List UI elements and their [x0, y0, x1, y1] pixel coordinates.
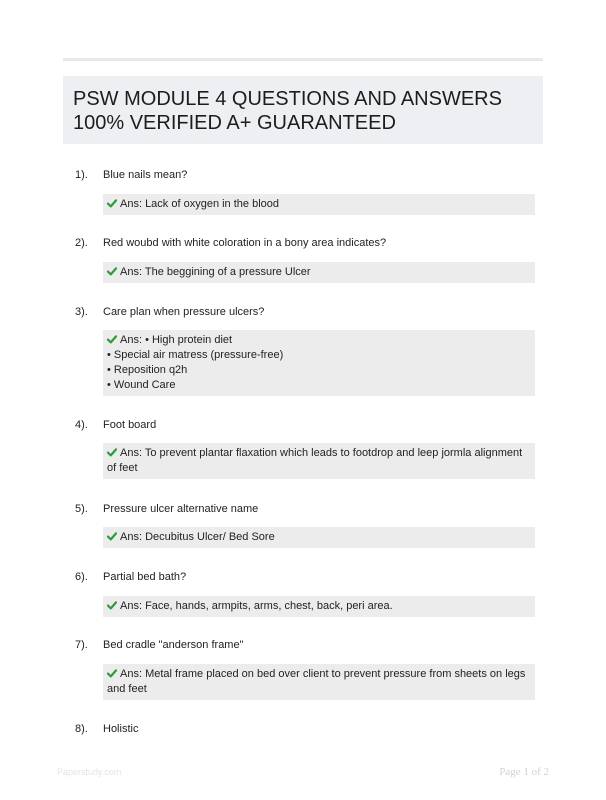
- question-text: Holistic: [103, 723, 139, 735]
- question-number: 6).: [75, 571, 88, 583]
- check-icon: [107, 532, 117, 541]
- answer-text: Ans: To prevent plantar flaxation which leads to footdrop and leep jormla alignment of feet: [107, 447, 523, 474]
- answer-line: [107, 265, 531, 280]
- top-divider: [63, 58, 543, 61]
- answer-line: [107, 530, 531, 545]
- answer-text: Ans: • High protein diet: [120, 334, 233, 346]
- question-number: 1).: [75, 169, 88, 181]
- footer-watermark: Paperstudy.com: [57, 767, 122, 777]
- answer-line: [107, 446, 531, 476]
- question-number: 8).: [75, 723, 88, 735]
- answer-text: Ans: Lack of oxygen in the blood: [120, 198, 279, 210]
- document-title-box: [63, 76, 543, 144]
- page-number: Page 1 of 2: [499, 766, 549, 778]
- answer-line: • Special air matress (pressure-free): [107, 349, 284, 361]
- answer-box: [103, 596, 535, 617]
- question-number: 3).: [75, 306, 88, 318]
- check-icon: [107, 199, 117, 208]
- answer-text: Ans: Face, hands, armpits, arms, chest, back, peri area.: [120, 600, 393, 612]
- question-text: Red woubd with white coloration in a bony area indicates?: [103, 237, 387, 249]
- answer-box: [103, 262, 535, 283]
- question-text: Partial bed bath?: [103, 571, 187, 583]
- question-number: 7).: [75, 639, 88, 651]
- question-text: Bed cradle "anderson frame": [103, 639, 244, 651]
- answer-line: • Reposition q2h: [107, 364, 188, 376]
- answer-text: Ans: The beggining of a pressure Ulcer: [120, 266, 311, 278]
- check-icon: [107, 601, 117, 610]
- question-text: Pressure ulcer alternative name: [103, 503, 259, 515]
- question-number: 2).: [75, 237, 88, 249]
- answer-line: • Wound Care: [107, 379, 176, 391]
- check-icon: [107, 669, 117, 678]
- answer-line: [107, 667, 531, 697]
- check-icon: [107, 267, 117, 276]
- answer-box: [103, 194, 535, 215]
- answer-text: Ans: Decubitus Ulcer/ Bed Sore: [120, 531, 275, 543]
- check-icon: [107, 335, 117, 344]
- answer-box: [103, 330, 535, 396]
- answer-line: [107, 197, 531, 212]
- check-icon: [107, 448, 117, 457]
- document-title-line-2: 100% VERIFIED A+ GUARANTEED: [73, 112, 396, 134]
- answer-line: [107, 599, 531, 614]
- question-number: 5).: [75, 503, 88, 515]
- answer-line: [107, 333, 531, 348]
- document-title-line-1: PSW MODULE 4 QUESTIONS AND ANSWERS: [73, 88, 502, 110]
- answer-box: [103, 527, 535, 548]
- answer-box: [103, 443, 535, 479]
- question-number: 4).: [75, 419, 88, 431]
- answer-text: Ans: Metal frame placed on bed over client to prevent pressure from sheets on legs and feet: [107, 668, 526, 695]
- answer-box: [103, 664, 535, 700]
- question-text: Foot board: [103, 419, 157, 431]
- question-text: Blue nails mean?: [103, 169, 188, 181]
- question-text: Care plan when pressure ulcers?: [103, 306, 265, 318]
